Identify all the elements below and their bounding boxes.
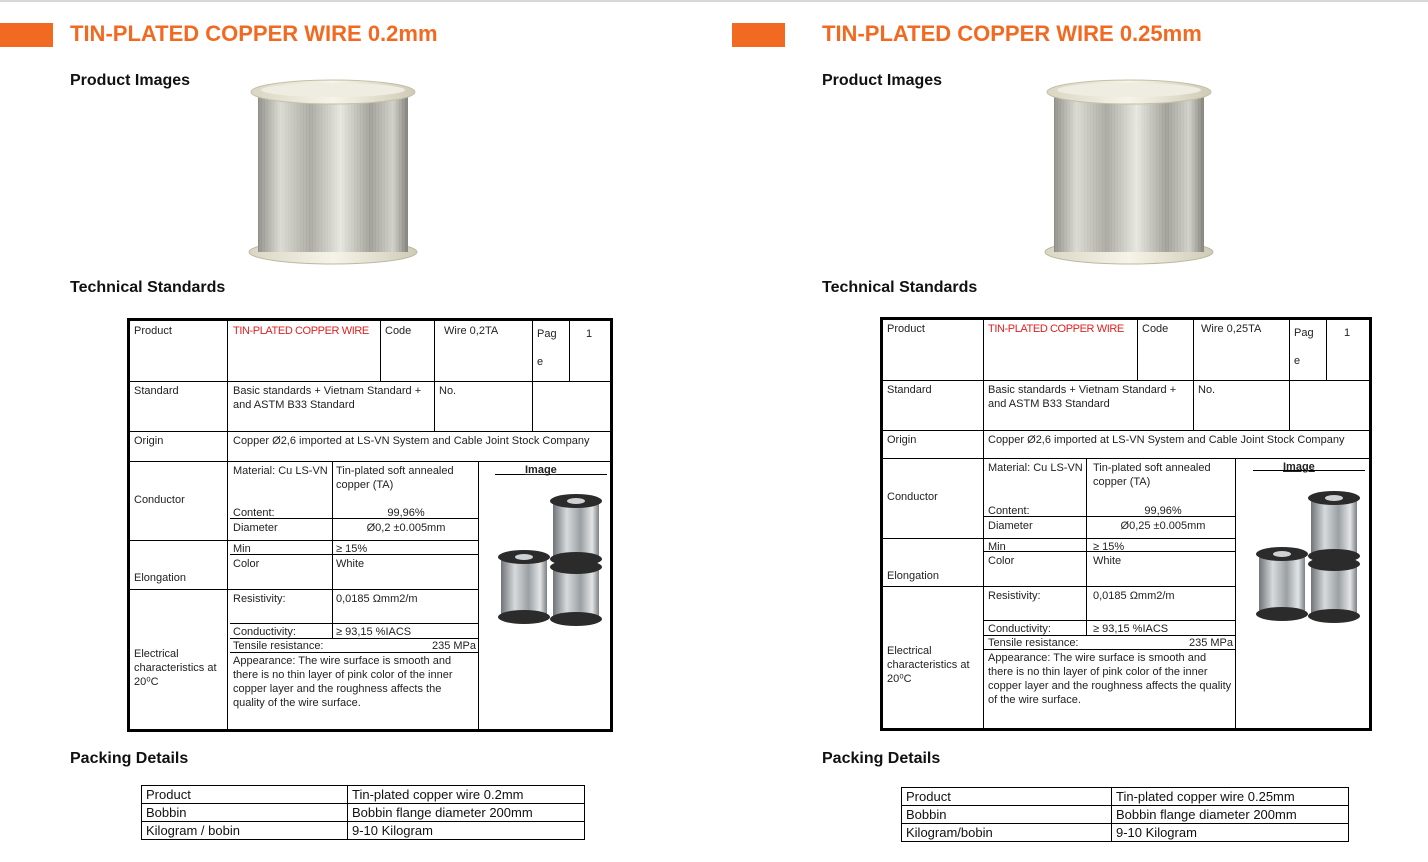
spools-stack-image [1253, 486, 1363, 626]
spec-diameter-value: Ø0,25 ±0.005mm [1120, 520, 1206, 532]
packing-label: Kilogram / bobin [142, 822, 348, 840]
product-title: TIN-PLATED COPPER WIRE 0.25mm [822, 21, 1202, 46]
packing-label: Product [902, 788, 1112, 806]
spec-conductivity-value: ≥ 93,15 %IACS [336, 626, 412, 638]
spec-page-label: Pag [537, 328, 557, 340]
technical-spec-table [880, 317, 1372, 731]
technical-spec-table [127, 318, 613, 732]
product-images-heading: Product Images [822, 72, 943, 89]
technical-standards-heading: Technical Standards [70, 279, 226, 296]
spec-standard-label: Standard [134, 385, 179, 397]
spec-image-label: Image [1283, 461, 1315, 473]
spec-electrical-label: Electrical characteristics at 20⁰C [887, 645, 970, 685]
packing-details-heading: Packing Details [822, 750, 941, 767]
spec-tensile-value: 235 MPa [1188, 637, 1233, 649]
wire-spool-image [1040, 76, 1218, 268]
spec-color-value: White [1093, 555, 1122, 567]
packing-value: Tin-plated copper wire 0.25mm [1112, 788, 1349, 806]
table-row [902, 824, 1349, 842]
spec-no-label: No. [439, 385, 457, 397]
title-accent-bar [732, 23, 785, 47]
packing-value: Bobbin flange diameter 200mm [1112, 806, 1349, 824]
spec-color-value: White [336, 558, 365, 570]
packing-label: Bobbin [142, 804, 348, 822]
packing-label: Product [142, 786, 348, 804]
spec-no-label: No. [1198, 384, 1216, 396]
product-panel-0-25mm [714, 0, 1428, 862]
spec-image-label: Image [525, 464, 557, 476]
spec-standard-value: Basic standards + Vietnam Standard + and ASTM B33 Standard [988, 384, 1177, 410]
spec-tensile-value: 235 MPa [431, 640, 476, 652]
spec-code-value: Wire 0,25TA [1201, 323, 1262, 335]
spec-origin-label: Origin [134, 435, 164, 447]
packing-details-table [141, 785, 585, 840]
spec-code-value: Wire 0,2TA [444, 325, 499, 337]
spec-material-label: Material: Cu LS-VN [233, 465, 328, 477]
spec-product-label: Product [887, 323, 925, 335]
spec-code-label: Code [1142, 323, 1169, 335]
product-images-heading: Product Images [70, 72, 191, 89]
spec-page-value: 1 [586, 328, 593, 340]
spec-min-value: ≥ 15% [336, 543, 368, 555]
spec-page-label: Pag [1294, 327, 1314, 339]
spec-appearance-text: Appearance: The wire surface is smooth and there is no thin layer of pink color of the inner copper layer and the roughness affects the quality of the wire surface. [233, 655, 453, 709]
table-row [142, 786, 585, 804]
spec-elongation-label: Elongation [134, 572, 186, 584]
spec-diameter-label: Diameter [233, 522, 278, 534]
spec-resistivity-value: 0,0185 Ωmm2/m [1093, 590, 1175, 602]
table-row [142, 804, 585, 822]
spec-standard-value: Basic standards + Vietnam Standard + and ASTM B33 Standard [233, 385, 422, 411]
spec-resistivity-label: Resistivity: [988, 590, 1041, 602]
packing-label: Bobbin [902, 806, 1112, 824]
spec-conductor-label: Conductor [887, 491, 938, 503]
spec-product-label: Product [134, 325, 172, 337]
table-row [902, 788, 1349, 806]
spec-color-label: Color [233, 558, 260, 570]
spec-resistivity-value: 0,0185 Ωmm2/m [336, 593, 418, 605]
spec-min-value: ≥ 15% [1093, 541, 1125, 553]
spools-stack-image [495, 489, 605, 629]
spec-content-value: 99,96% [1144, 505, 1182, 517]
spec-diameter-label: Diameter [988, 520, 1033, 532]
spec-content-value: 99,96% [387, 507, 425, 519]
spec-origin-value: Copper Ø2,6 imported at LS-VN System and Cable Joint Stock Company [233, 435, 590, 447]
packing-details-table [901, 787, 1349, 842]
spec-origin-label: Origin [887, 434, 917, 446]
spec-code-label: Code [385, 325, 412, 337]
spec-page-label-wrap: e [537, 356, 544, 368]
spec-min-label: Min [988, 541, 1006, 553]
spec-product-value: TIN-PLATED COPPER WIRE [988, 323, 1124, 335]
spec-material-value: Tin-plated soft annealed copper (TA) [336, 465, 454, 491]
table-row [142, 822, 585, 840]
packing-value: Tin-plated copper wire 0.2mm [348, 786, 585, 804]
spec-conductivity-value: ≥ 93,15 %IACS [1093, 623, 1169, 635]
packing-details-heading: Packing Details [70, 750, 189, 767]
spec-conductivity-label: Conductivity: [233, 626, 296, 638]
packing-value: 9-10 Kilogram [348, 822, 585, 840]
spec-resistivity-label: Resistivity: [233, 593, 286, 605]
wire-spool-image [244, 76, 422, 268]
packing-label: Kilogram/bobin [902, 824, 1112, 842]
title-accent-bar [0, 23, 53, 47]
packing-value: Bobbin flange diameter 200mm [348, 804, 585, 822]
spec-standard-label: Standard [887, 384, 932, 396]
spec-origin-value: Copper Ø2,6 imported at LS-VN System and Cable Joint Stock Company [988, 434, 1345, 446]
spec-content-label: Content: [233, 507, 275, 519]
spec-tensile-label: Tensile resistance: [233, 640, 324, 652]
spec-electrical-label: Electrical characteristics at 20⁰C [134, 648, 217, 688]
spec-conductor-label: Conductor [134, 494, 185, 506]
spec-diameter-value: Ø0,2 ±0.005mm [366, 522, 446, 534]
technical-standards-heading: Technical Standards [822, 279, 978, 296]
spec-content-label: Content: [988, 505, 1030, 517]
table-row [902, 806, 1349, 824]
packing-value: 9-10 Kilogram [1112, 824, 1349, 842]
spec-material-label: Material: Cu LS-VN [988, 462, 1083, 474]
spec-page-label-wrap: e [1294, 355, 1301, 367]
spec-min-label: Min [233, 543, 251, 555]
spec-elongation-label: Elongation [887, 570, 939, 582]
product-title: TIN-PLATED COPPER WIRE 0.2mm [70, 21, 438, 46]
spec-product-value: TIN-PLATED COPPER WIRE [233, 325, 369, 337]
spec-appearance-text: Appearance: The wire surface is smooth and there is no thin layer of pink color of the inner copper layer and the roughness affects the quality of the wire surface. [988, 652, 1232, 706]
spec-material-value: Tin-plated soft annealed copper (TA) [1093, 462, 1211, 488]
spec-conductivity-label: Conductivity: [988, 623, 1051, 635]
spec-color-label: Color [988, 555, 1015, 567]
spec-page-value: 1 [1344, 327, 1351, 339]
spec-tensile-label: Tensile resistance: [988, 637, 1079, 649]
